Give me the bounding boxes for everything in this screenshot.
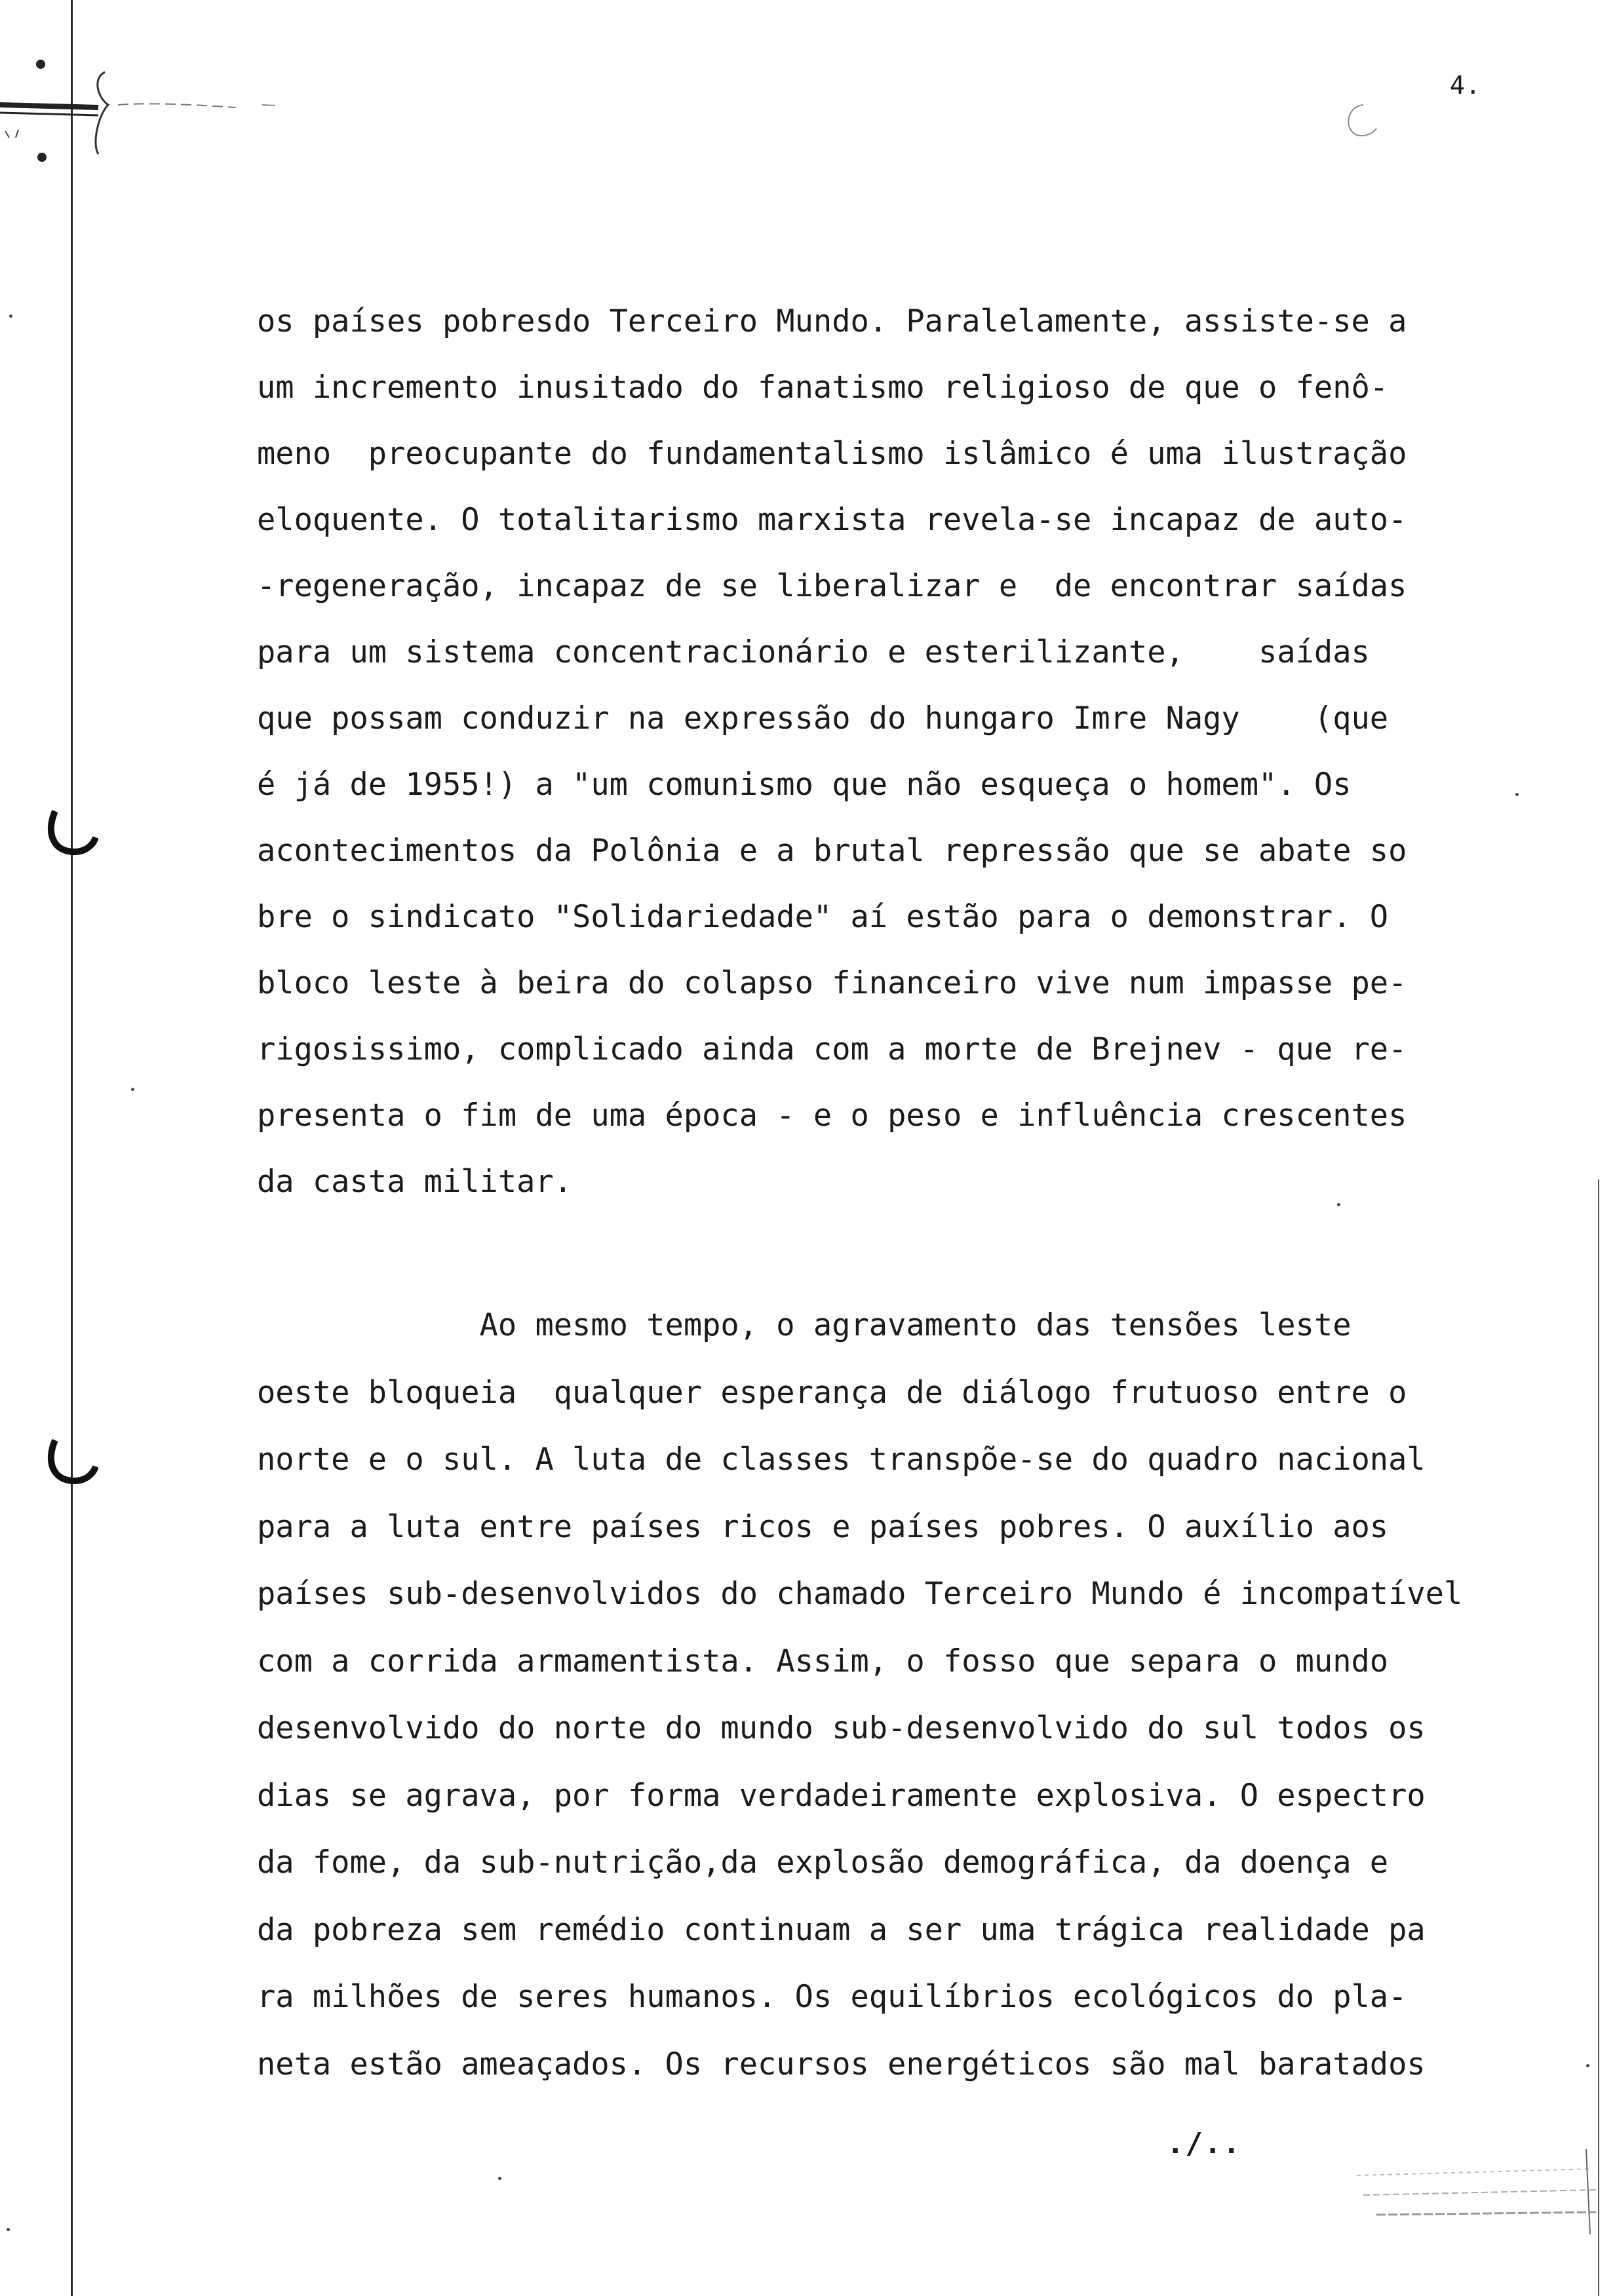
- text-line: que possam conduzir na expressão do hungaro Imre Nagy (que: [257, 700, 1389, 737]
- text-line: os países pobresdo Terceiro Mundo. Paralelamente, assiste-se a: [257, 303, 1407, 339]
- text-line: da casta militar.: [257, 1164, 573, 1200]
- text-line: desenvolvido do norte do mundo sub-desenvolvido do sul todos os: [257, 1710, 1426, 1746]
- text-line: dias se agrava, por forma verdadeiramente explosiva. O espectro: [257, 1777, 1426, 1814]
- text-line: países sub-desenvolvidos do chamado Terceiro Mundo é incompatível: [257, 1576, 1463, 1612]
- binding-margin-line: [71, 0, 73, 2296]
- text-line: da pobreza sem remédio continuam a ser uma trágica realidade pa: [257, 1911, 1426, 1948]
- text-line: meno preocupante do fundamentalismo islâmico é uma ilustração: [257, 436, 1407, 472]
- staple-mark-icon: [0, 39, 282, 170]
- text-line: Ao mesmo tempo, o agravamento das tensões leste: [257, 1307, 1352, 1343]
- scan-speck: [7, 2228, 10, 2231]
- scan-noise-mark: [1350, 2149, 1599, 2234]
- scan-speck: [498, 2177, 501, 2180]
- scan-speck: [1586, 2064, 1589, 2067]
- text-line: neta estão ameaçados. Os recursos energéticos são mal baratados: [257, 2046, 1426, 2082]
- text-line: ra milhões de seres humanos. Os equilíbrios ecológicos do pla-: [257, 1979, 1407, 2015]
- text-line: norte e o sul. A luta de classes transpõe-se do quadro nacional: [257, 1442, 1426, 1478]
- text-line: para um sistema concentracionário e esterilizante, saídas: [257, 634, 1370, 670]
- punch-hole-icon: [46, 806, 98, 858]
- paragraph-1: [257, 288, 1489, 1215]
- text-line: bloco leste à beira do colapso financeiro vive num impasse pe-: [257, 965, 1407, 1001]
- text-line: presenta o fim de uma época - e o peso e influência crescentes: [257, 1098, 1407, 1134]
- text-line: um incremento inusitado do fanatismo religioso de que o fenô-: [257, 370, 1389, 406]
- text-line: é já de 1955!) a "um comunismo que não esqueça o homem". Os: [257, 767, 1352, 803]
- faint-circle-mark: [1337, 98, 1383, 144]
- scan-speck: [1515, 793, 1519, 796]
- punch-hole-icon: [46, 1435, 98, 1487]
- scan-speck: [131, 1088, 134, 1091]
- text-line: rigosissimo, complicado ainda com a morte de Brejnev - que re-: [257, 1031, 1407, 1067]
- page-edge-line: [1598, 1179, 1599, 2296]
- paragraph-2: [257, 1292, 1489, 2098]
- text-line: acontecimentos da Polônia e a brutal repressão que se abate so: [257, 833, 1407, 869]
- text-line: da fome, da sub-nutrição,da explosão demográfica, da doença e: [257, 1845, 1389, 1881]
- text-line: oeste bloqueia qualquer esperança de diálogo frutuoso entre o: [257, 1374, 1407, 1411]
- text-line: bre o sindicato "Solidariedade" aí estão para o demonstrar. O: [257, 899, 1389, 935]
- scan-speck: [9, 315, 12, 318]
- text-line: eloquente. O totalitarismo marxista revela-se incapaz de auto-: [257, 502, 1407, 538]
- continuation-mark: ./..: [1167, 2127, 1241, 2160]
- text-line: -regeneração, incapaz de se liberalizar e de encontrar saídas: [257, 568, 1407, 604]
- text-line: para a luta entre países ricos e países pobres. O auxílio aos: [257, 1508, 1389, 1545]
- text-line: com a corrida armamentista. Assim, o fosso que separa o mundo: [257, 1643, 1389, 1679]
- page-number: 4.: [1450, 71, 1481, 100]
